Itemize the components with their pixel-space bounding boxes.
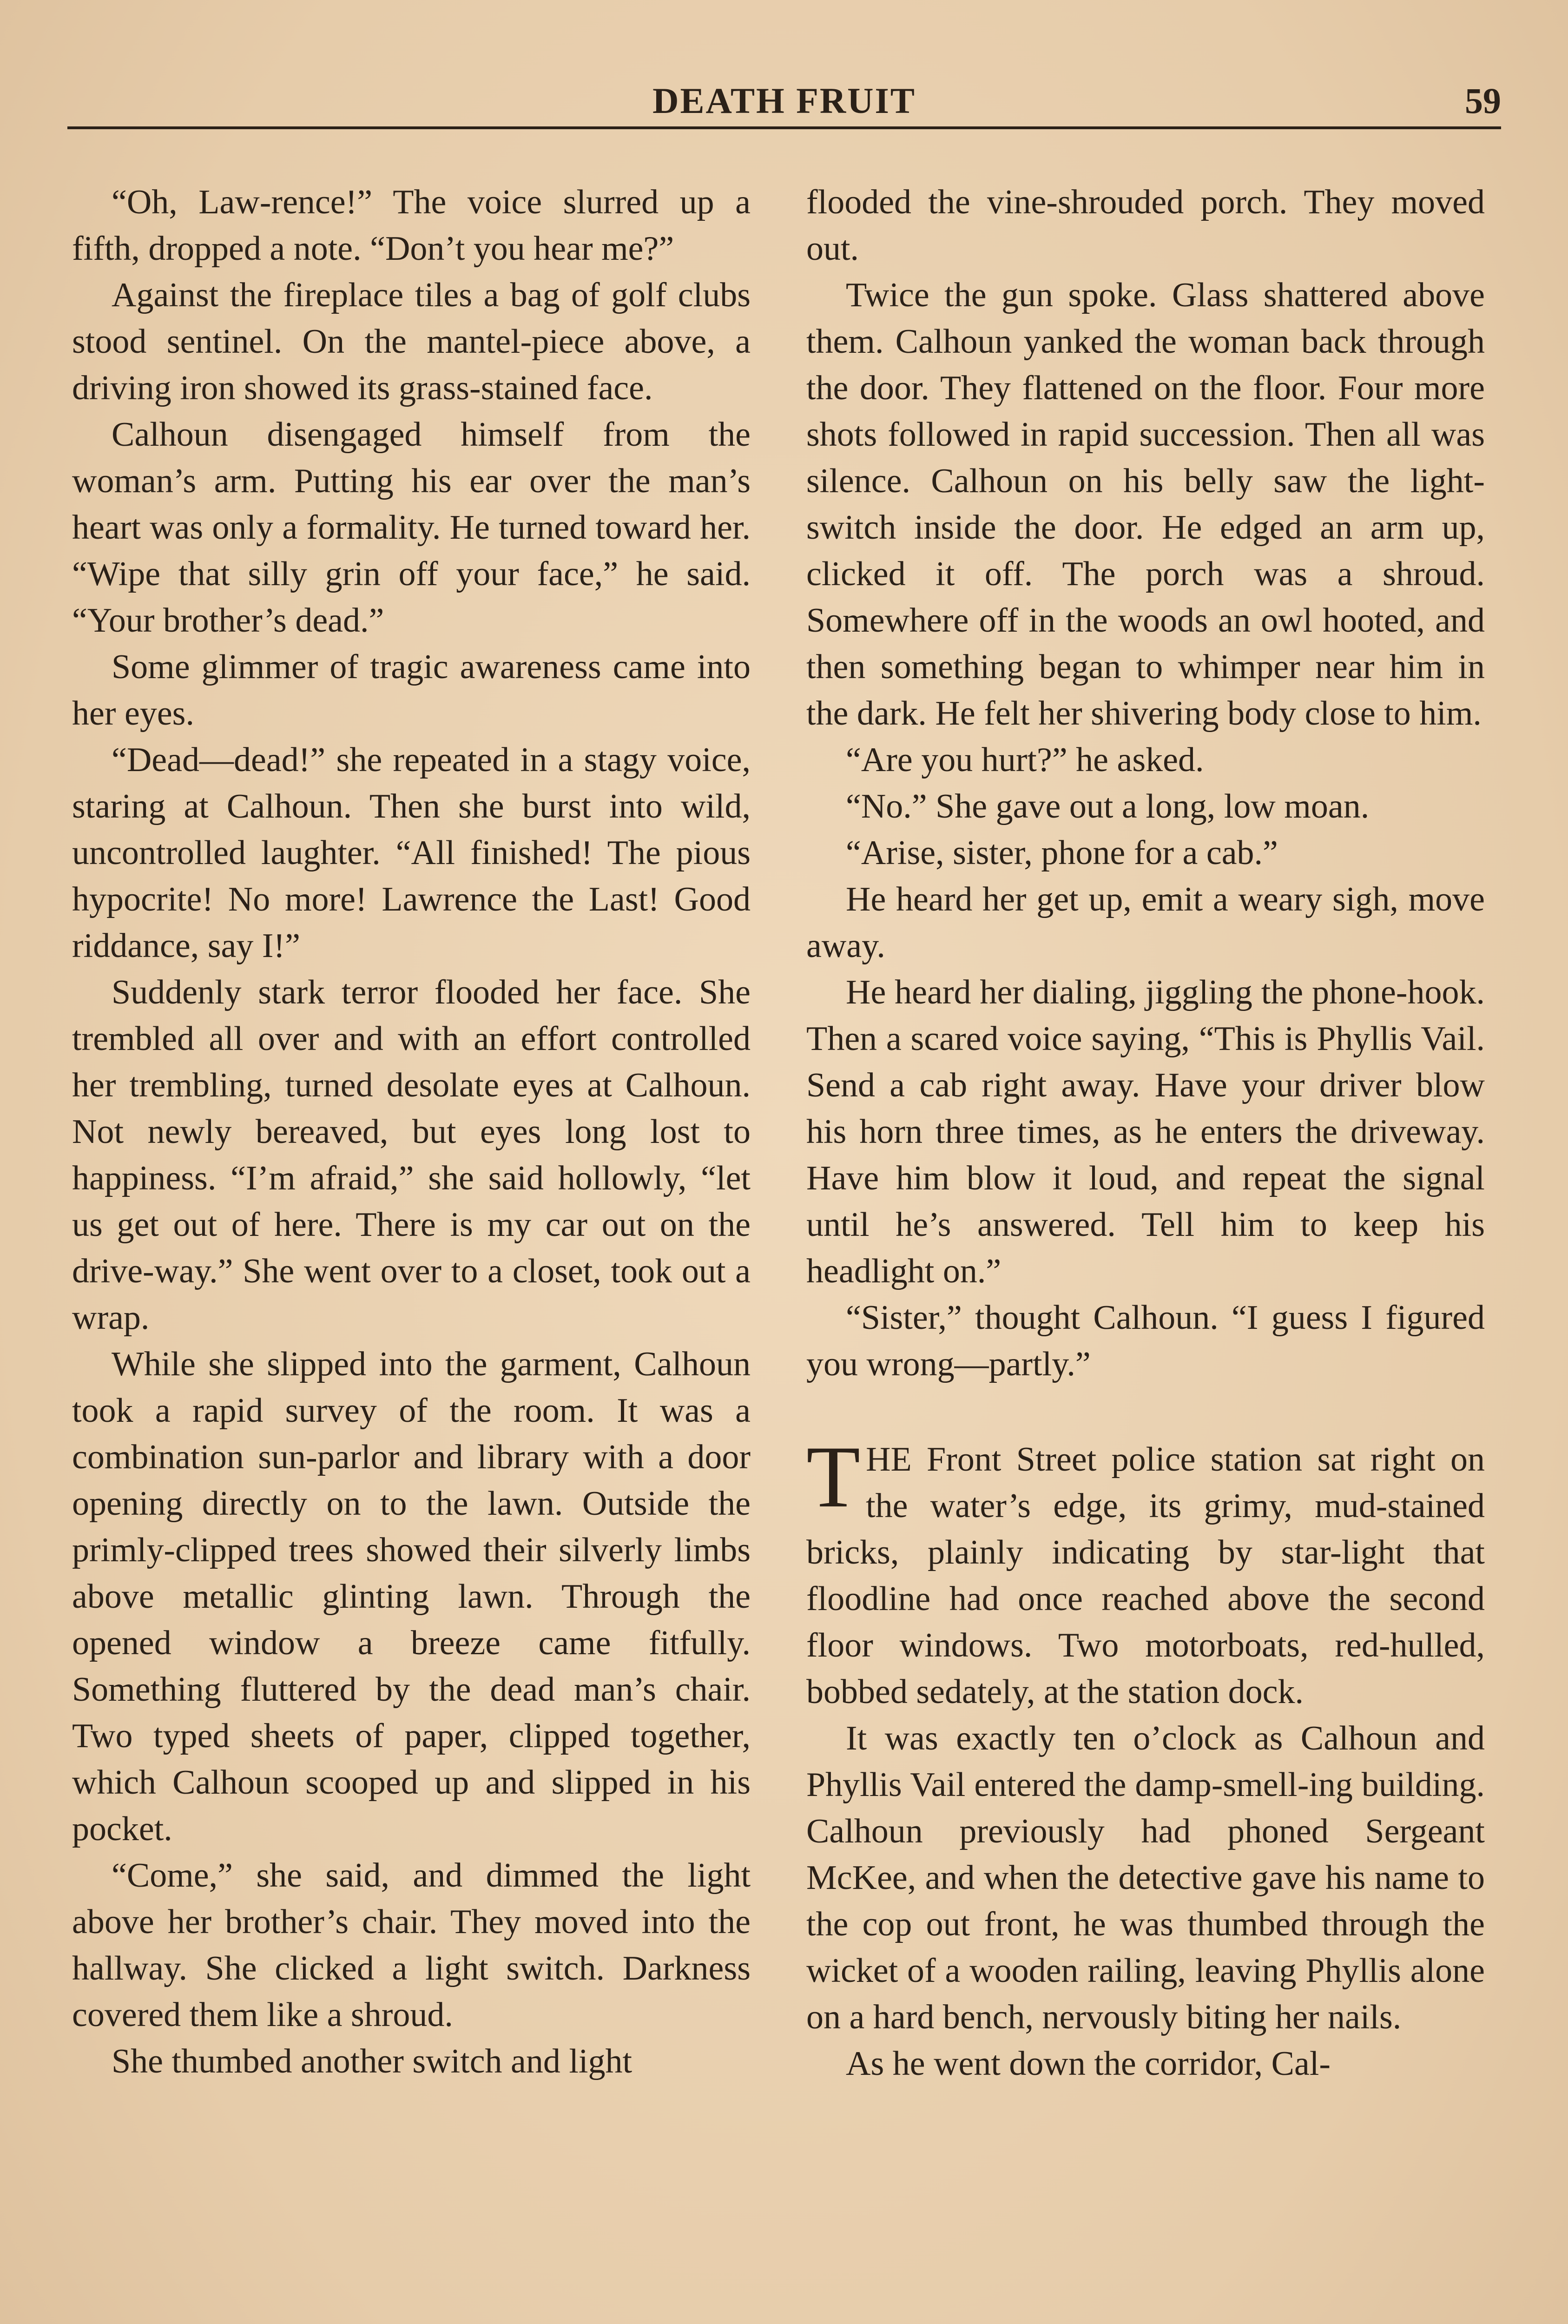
paragraph: It was exactly ten o’clock as Calhoun and Phyllis Vail entered the damp-smell-ing building. Calhoun previously had phoned Sergeant McKee, and when the detective gave his name to the cop out front, he was thumbed through the wicket of a wooden railing, leaving Phyllis alone on a hard bench, nervously biting her nails.: [806, 1719, 1485, 2036]
paragraph: She thumbed another switch and light: [112, 2042, 632, 2080]
right-column: [806, 179, 1485, 2087]
paragraph: Twice the gun spoke. Glass shattered above them. Calhoun yanked the woman back through the door. They flattened on the floor. Four more shots followed in rapid succession. Then all was silence. Calhoun on his belly saw the light-switch inside the door. He edged an arm up, clicked it off. The porch was a shroud. Somewhere off in the woods an owl hooted, and then something began to whimper near him in the dark. He felt her shivering body close to him.: [806, 276, 1485, 733]
page-number: 59: [1465, 80, 1501, 121]
running-title: DEATH FRUIT: [652, 80, 916, 121]
paragraph: Against the fireplace tiles a bag of golf clubs stood sentinel. On the mantel-piece above, a driving iron showed its grass-stained face.: [72, 276, 751, 407]
drop-cap: T: [806, 1428, 861, 1526]
left-column: [72, 179, 751, 2085]
paragraph: “Arise, sister, phone for a cab.”: [846, 834, 1278, 872]
paragraph: “Are you hurt?” he asked.: [846, 741, 1204, 779]
paragraph: Some glimmer of tragic awareness came into her eyes.: [72, 648, 751, 733]
paragraph: He heard her dialing, jiggling the phone-hook. Then a scared voice saying, “This is Phyllis Vail. Send a cab right away. Have your driver blow his horn three times, as he enters the driveway. Have him blow it loud, and repeat the signal until he’s answered. Tell him to keep his headlight on.”: [806, 973, 1485, 1290]
paragraph-continuation: flooded the vine-shrouded porch. They moved out.: [806, 183, 1485, 268]
section-opening-paragraph: [806, 1428, 1485, 1715]
paragraph: “Dead—dead!” she repeated in a stagy voice, staring at Calhoun. Then she burst into wild, uncontrolled laughter. “All finished! The pious hypocrite! No more! Lawrence the Last! Good riddance, say I!”: [72, 741, 751, 965]
paragraph: “Come,” she said, and dimmed the light above her brother’s chair. They moved into the hallway. She clicked a light switch. Darkness covered them like a shroud.: [72, 1856, 751, 2034]
page-header: [67, 75, 1501, 129]
paragraph: Suddenly stark terror flooded her face. She trembled all over and with an effort controlled her trembling, turned desolate eyes at Calhoun. Not newly bereaved, but eyes long lost to happiness. “I’m afraid,” she said hollowly, “let us get out of here. There is my car out on the drive-way.” She went over to a closet, took out a wrap.: [72, 973, 751, 1337]
paragraph: “Oh, Law-rence!” The voice slurred up a fifth, dropped a note. “Don’t you hear me?”: [72, 183, 751, 268]
paragraph: He heard her get up, emit a weary sigh, move away.: [806, 880, 1485, 965]
paragraph: Calhoun disengaged himself from the woman’s arm. Putting his ear over the man’s heart was only a formality. He turned toward her. “Wipe that silly grin off your face,” he said. “Your brother’s dead.”: [72, 416, 751, 640]
paragraph: While she slipped into the garment, Calhoun took a rapid survey of the room. It was a combination sun-parlor and library with a door opening directly on to the lawn. Outside the primly-clipped trees showed their silverly limbs above metallic glinting lawn. Through the opened window a breeze came fitfully. Something fluttered by the dead man’s chair. Two typed sheets of paper, clipped together, which Calhoun scooped up and slipped in his pocket.: [72, 1345, 751, 1848]
section-opening-text: HE Front Street police station sat right on the water’s edge, its grimy, mud-stained bricks, plainly indicating by star-light that floodline had once reached above the second floor windows. Two motorboats, red-hulled, bobbed sedately, at the station dock.: [806, 1440, 1485, 1711]
paragraph: “Sister,” thought Calhoun. “I guess I figured you wrong—partly.”: [806, 1299, 1485, 1383]
paragraph: As he went down the corridor, Cal-: [846, 2045, 1331, 2083]
paragraph: “No.” She gave out a long, low moan.: [846, 787, 1370, 825]
